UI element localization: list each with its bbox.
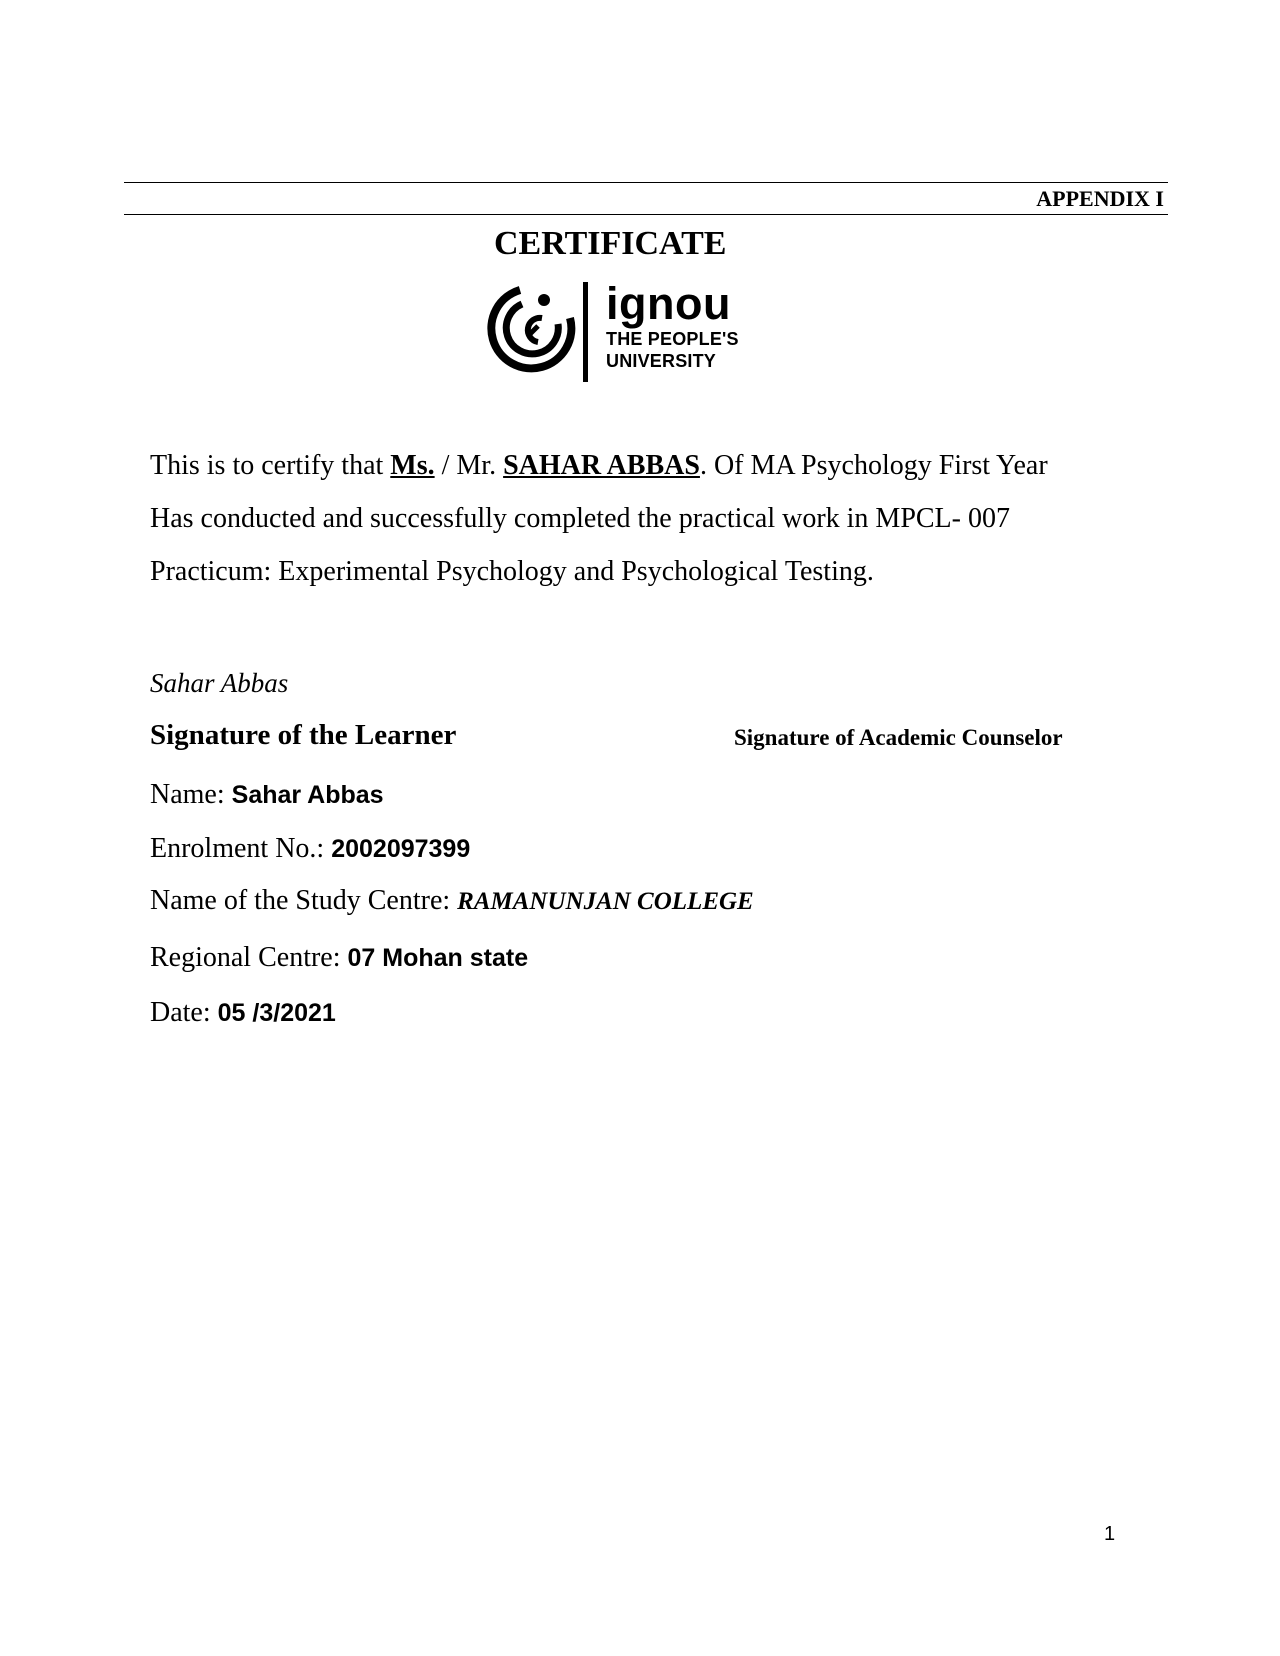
name-label: Name: — [150, 779, 232, 810]
name-value: Sahar Abbas — [231, 781, 384, 809]
logo-tagline-1: THE PEOPLE'S — [606, 329, 739, 349]
study-centre-label: Name of the Study Centre: — [150, 885, 458, 916]
study-centre-row — [150, 884, 754, 919]
student-name: SAHAR ABBAS — [503, 450, 700, 481]
ignou-logo — [480, 280, 750, 386]
appendix-label: APPENDIX I — [1036, 186, 1164, 211]
certify-suffix: . Of MA Psychology First Year — [699, 450, 1048, 481]
enrolment-value: 2002097399 — [331, 835, 471, 863]
regional-centre-label: Regional Centre: — [150, 942, 348, 973]
certify-line-3: Practicum: Experimental Psychology and Psychological Testing. — [150, 556, 874, 587]
certify-line-2: Has conducted and successfully completed the practical work in MPCL- 007 — [150, 503, 1010, 534]
header-rule-top — [124, 182, 1168, 183]
certificate-title: CERTIFICATE — [494, 225, 727, 262]
certify-line-1 — [150, 449, 1048, 483]
enrolment-row — [150, 832, 470, 866]
title-sep: / Mr. — [434, 450, 504, 481]
header-rule-bottom — [124, 214, 1168, 215]
date-value: 05 /3/2021 — [217, 999, 336, 1027]
ignou-wordmark — [606, 280, 756, 372]
logo-word: ignou — [606, 278, 731, 329]
date-label: Date: — [150, 997, 218, 1028]
study-centre-value: RAMANUNJAN COLLEGE — [457, 888, 754, 915]
ignou-emblem-icon — [480, 280, 592, 386]
page-number: 1 — [1104, 1523, 1116, 1545]
date-row — [150, 996, 336, 1030]
logo-tagline-2: UNIVERSITY — [606, 351, 717, 371]
regional-centre-row — [150, 941, 528, 975]
regional-centre-value: 07 Mohan state — [347, 944, 529, 972]
learner-signature-label: Signature of the Learner — [150, 719, 457, 751]
name-row — [150, 778, 384, 812]
enrolment-label: Enrolment No.: — [150, 833, 332, 864]
title-ms: Ms. — [390, 450, 435, 481]
learner-signature: Sahar Abbas — [150, 668, 289, 698]
certify-prefix: This is to certify that — [150, 450, 391, 481]
counselor-signature-label: Signature of Academic Counselor — [734, 725, 1063, 750]
